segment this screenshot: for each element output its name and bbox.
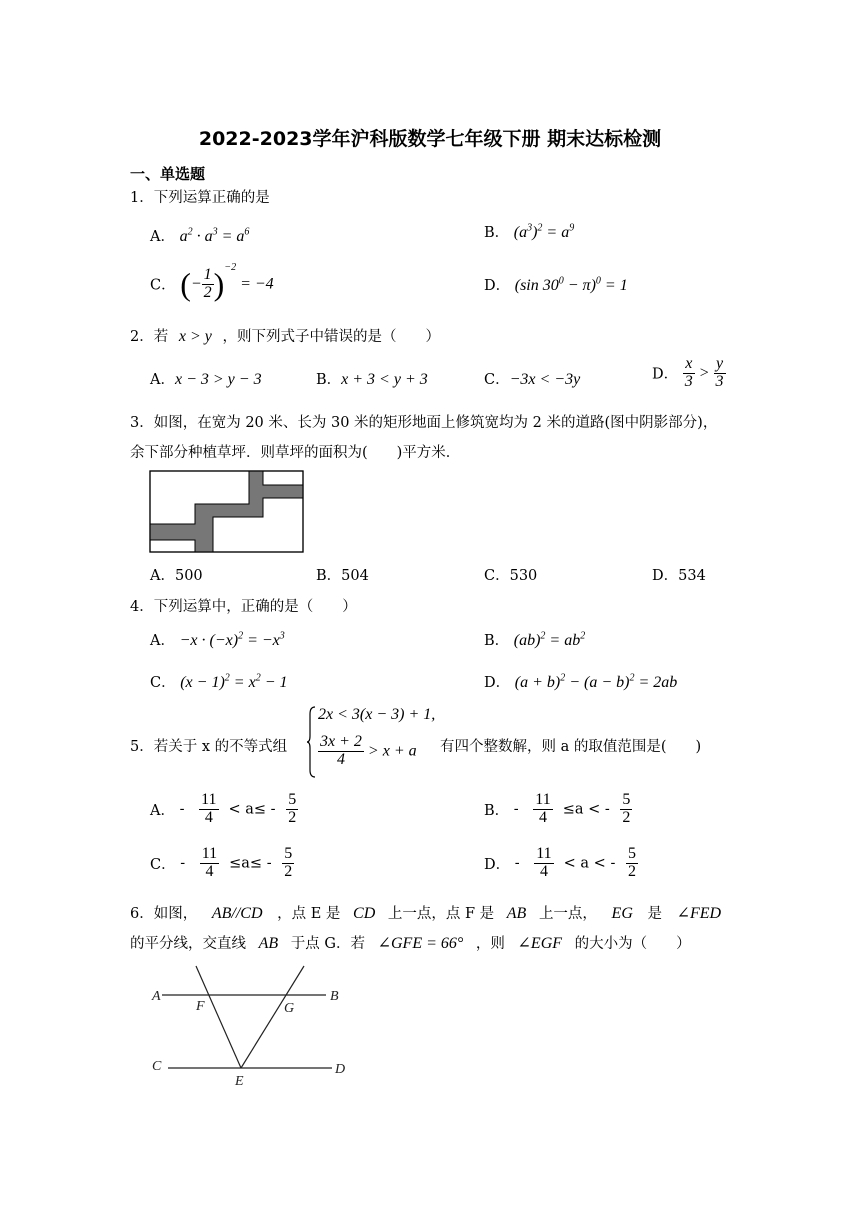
q3-stem-line1: 3．如图，在宽为 20 米、长为 30 米的矩形地面上修筑宽均为 2 米的道路(图中阴影部分)， xyxy=(130,415,718,431)
q2-option-b-formula: x + 3 < y + 3 xyxy=(341,371,428,388)
q5-option-b-label: B． xyxy=(484,802,510,819)
q3-option-a[interactable]: A．500 xyxy=(150,568,203,584)
q4-option-b-formula: $(ab)^2 = ab^2$ xyxy=(513,630,586,649)
q2-option-c[interactable] xyxy=(484,368,580,389)
q6-angle-egf: ∠EGF xyxy=(517,935,563,952)
label-c: C xyxy=(152,1059,162,1074)
q3-stem-line2: 余下部分种植草坪．则草坪的面积为( )平方米． xyxy=(130,445,461,461)
q6-angle-gfe: ∠GFE = 66° xyxy=(377,935,464,952)
q6-ab: AB xyxy=(506,905,527,922)
q1-option-c-label: C． xyxy=(150,277,176,294)
q4-option-a-label: A． xyxy=(150,633,175,649)
q2-option-c-formula: −3x < −3y xyxy=(509,371,581,388)
label-e: E xyxy=(235,1074,244,1089)
q4-option-c-formula: $(x - 1)^2 = x^2 - 1$ xyxy=(180,672,288,691)
q2-condition: x > y xyxy=(178,328,212,345)
q6-text-3: 上一点，点 F 是 xyxy=(387,906,495,922)
q6-text-7: 于点 G．若 xyxy=(290,936,365,952)
q4-option-b[interactable] xyxy=(484,629,585,650)
q1-option-d[interactable] xyxy=(484,274,628,295)
q6-text-6: 的平分线，交直线 xyxy=(130,936,246,952)
q1-option-d-label: D． xyxy=(484,278,511,294)
q2-option-b[interactable] xyxy=(316,368,428,389)
q2-question: ，则下列式子中错误的是（ ） xyxy=(222,329,440,345)
label-a: A xyxy=(152,989,161,1004)
q2-option-b-label: B． xyxy=(316,372,342,388)
label-b: B xyxy=(330,989,339,1004)
label-f: F xyxy=(196,999,205,1014)
q3-option-b[interactable]: B．504 xyxy=(316,568,369,584)
q4-option-a-formula: $-x \cdot (-x)^2 = -x^3$ xyxy=(179,630,285,649)
label-g: G xyxy=(284,1001,295,1016)
q6-angle-fed: ∠FED xyxy=(676,905,722,922)
q2-option-a-label: A． xyxy=(150,372,175,388)
q4-option-c[interactable] xyxy=(150,671,287,692)
q6-text-5: 是 xyxy=(647,906,662,922)
q4-option-d-formula: $(a + b)^2 - (a - b)^2 = 2ab$ xyxy=(514,672,678,691)
q4-option-b-label: B． xyxy=(484,633,510,649)
q5-inequality-2: $\frac{3x + 2}{4}$ > x + a xyxy=(320,733,417,768)
q2-option-c-label: C． xyxy=(484,372,510,388)
q3-option-d[interactable]: D．534 xyxy=(652,568,706,584)
q4-option-c-label: C． xyxy=(150,675,176,691)
q2-option-a-formula: x − 3 > y − 3 xyxy=(174,371,262,388)
q6-parallel: AB//CD xyxy=(211,905,263,922)
q5-suffix: 有四个整数解，则 a 的取值范围是( ) xyxy=(440,739,702,755)
q5-option-a-label: A． xyxy=(150,802,175,819)
line-ge xyxy=(241,966,304,1068)
brace-icon xyxy=(306,706,316,778)
q6-text-1: 6．如图， xyxy=(130,906,198,922)
q5-option-b[interactable]: B． - $\frac{11}{4}$ ≤a < - $\frac{5}{2}$ xyxy=(484,791,631,826)
q4-stem: 4．下列运算中，正确的是（ ） xyxy=(130,599,357,615)
q2-stem xyxy=(130,325,440,346)
q6-geometry-figure xyxy=(148,962,358,1090)
q6-text-2: ，点 E 是 xyxy=(277,906,341,922)
q2-number: 2．若 xyxy=(130,329,169,345)
q1-option-c[interactable] xyxy=(150,262,274,303)
q3-road-figure xyxy=(149,470,305,554)
q4-option-d-label: D． xyxy=(484,675,511,691)
q5-option-c-label: C． xyxy=(150,856,176,873)
q2-option-a[interactable] xyxy=(150,368,262,389)
q5-prefix: 5．若关于 x 的不等式组 xyxy=(130,739,288,755)
q1-option-a-formula: $a^2 \cdot a^3 = a^6$ xyxy=(179,226,250,245)
q6-stem-line1 xyxy=(130,902,721,923)
q1-option-a-label: A． xyxy=(150,229,175,245)
q5-option-d-label: D． xyxy=(484,856,511,873)
label-d: D xyxy=(335,1062,346,1077)
q1-option-b[interactable] xyxy=(484,221,574,242)
q1-option-b-label: B． xyxy=(484,225,510,241)
q2-option-d[interactable] xyxy=(652,356,726,391)
q6-text-9: 的大小为（ ） xyxy=(574,936,691,952)
q3-option-c[interactable]: C．530 xyxy=(484,568,538,584)
q6-cd: CD xyxy=(353,905,376,922)
q6-eg: EG xyxy=(611,905,633,922)
line-fe xyxy=(196,966,241,1068)
q1-option-b-formula: $(a^3)^2 = a^9$ xyxy=(513,222,575,241)
q1-option-a[interactable] xyxy=(150,225,249,246)
q5-inequality-1: 2x < 3(x − 3) + 1, xyxy=(318,706,436,723)
q6-ab-2: AB xyxy=(258,935,279,952)
q1-option-d-formula: (sin $30^0 - \pi)^0 = 1$ xyxy=(514,275,628,294)
q4-option-a[interactable] xyxy=(150,629,285,650)
q1-stem: 1．下列运算正确的是 xyxy=(130,190,270,206)
q4-option-d[interactable] xyxy=(484,671,677,692)
q1-option-c-formula: (− $\frac{1}{2}$ )$^{-2}$ = −4 xyxy=(180,262,274,302)
q5-option-c[interactable]: C． - $\frac{11}{4}$ ≤a≤ - $\frac{5}{2}$ xyxy=(150,845,293,880)
q5-option-d[interactable]: D． - $\frac{11}{4}$ < a < - $\frac{5}{2}$ xyxy=(484,845,636,880)
q6-stem-line2 xyxy=(130,932,691,953)
q6-text-4: 上一点， xyxy=(538,906,597,922)
section-heading: 一、单选题 xyxy=(130,165,206,183)
q6-text-8: ，则 xyxy=(475,936,505,952)
q5-option-a[interactable]: A． - $\frac{11}{4}$ < a≤ - $\frac{5}{2}$ xyxy=(150,791,297,826)
q2-option-d-formula: $\frac{x}{3}$ > $\frac{y}{3}$ xyxy=(684,355,724,390)
page-title: 2022-2023学年沪科版数学七年级下册 期末达标检测 xyxy=(198,128,662,150)
q2-option-d-label: D． xyxy=(652,366,679,383)
